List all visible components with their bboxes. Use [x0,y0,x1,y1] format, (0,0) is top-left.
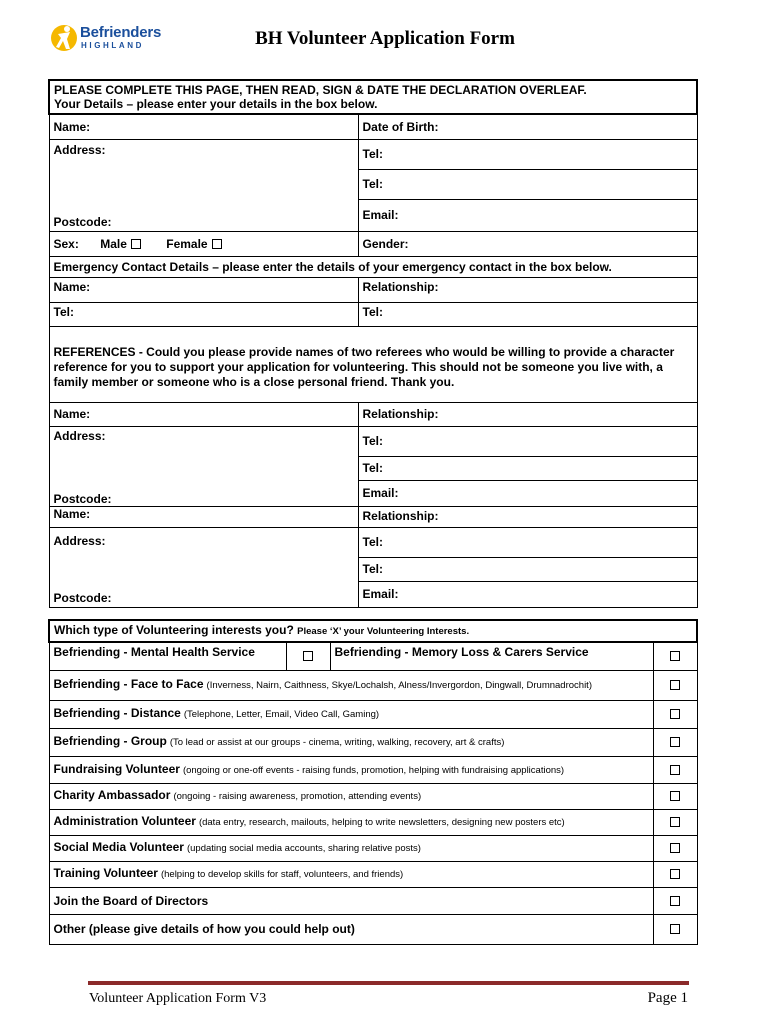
ref2-name-field[interactable] [49,506,358,527]
interest-note: (ongoing - raising awareness, promotion, attending events) [173,791,422,802]
interest-row [49,861,697,887]
ref1-address-field[interactable] [49,426,358,506]
ref1-tel-field-1[interactable] [358,426,697,456]
ref2-email-field[interactable] [358,581,697,607]
gender-field[interactable] [358,231,697,256]
interest-checkbox-cell [653,670,697,700]
interest-item [49,861,653,887]
ref2-address-label: Address: [53,533,106,548]
interest-note: (updating social media accounts, sharing relative posts) [186,843,421,854]
footer-page-num: 1 [680,990,688,1006]
tel-label-2: Tel: [362,177,383,191]
postcode-label: Postcode: [53,214,112,229]
interest-checkbox[interactable] [670,737,680,747]
interest-title: Training Volunteer [53,866,158,880]
gender-label: Gender: [362,236,409,251]
sex-field [49,231,358,256]
tel-field-2[interactable] [358,169,697,199]
interest-row [49,809,697,835]
interest-checkbox-cell [653,835,697,861]
ref2-relationship-field[interactable] [358,506,697,527]
emergency-name-field[interactable] [49,277,358,302]
email-field[interactable] [358,199,697,231]
emergency-tel-label-1: Tel: [53,304,74,319]
tel-label-1: Tel: [362,147,383,161]
address-field[interactable] [49,139,358,231]
interest-title: Charity Ambassador [53,788,171,802]
interest-note: (helping to develop skills for staff, volunteers, and friends) [160,869,404,880]
sex-label: Sex: [53,236,79,251]
emergency-heading: Emergency Contact Details – please enter the details of your emergency contact in the box below. [49,256,697,277]
footer-page-number [648,990,688,1007]
ref1-address-label: Address: [53,428,106,443]
name-field[interactable] [49,114,358,139]
interest-checkbox-cell [653,887,697,914]
interest-item [49,914,653,944]
interest-title: Other (please give details of how you could help out) [53,922,355,936]
emergency-tel-field-1[interactable] [49,302,358,326]
ref1-tel-field-2[interactable] [358,456,697,480]
interest-title: Befriending - Group [53,734,167,748]
ref2-address-field[interactable] [49,527,358,607]
interests-heading-note: Please ‘X’ your Volunteering Interests. [297,626,470,637]
references-heading: REFERENCES - Could you please provide names of two referees who would be willing to provide a character reference for you to support your application for volunteering. This should not be someone you live with, a family member or someone who is a close personal friend. Thank you. [49,326,697,402]
ref1-relationship-field[interactable] [358,402,697,426]
interest-item [49,756,653,783]
footer-doc-name: Volunteer Application Form V3 [89,991,267,1006]
email-label: Email: [362,208,399,222]
interest-note: (To lead or assist at our groups - cinema, writing, walking, recovery, art & crafts) [169,737,505,748]
interest-title: Fundraising Volunteer [53,761,180,776]
interest-checkbox[interactable] [670,709,680,719]
emergency-tel-field-2[interactable] [358,302,697,326]
interest-item [49,809,653,835]
interest-item [49,728,653,756]
interest-memory-loss-label: Befriending - Memory Loss & Carers Service [334,645,589,659]
ref2-tel-field-2[interactable] [358,557,697,581]
interest-mental-health-label: Befriending - Mental Health Service [53,645,255,659]
intro-line-2: Your Details – please enter your details in the box below. [54,97,378,111]
interests-table [48,619,698,945]
interest-checkbox-cell [653,728,697,756]
interest-checkbox-cell [653,914,697,944]
interest-mental-health-checkbox[interactable] [303,651,313,661]
ref2-postcode-label: Postcode: [53,590,112,605]
interest-row [49,783,697,809]
interest-rows [49,670,697,944]
emergency-relationship-field[interactable] [358,277,697,302]
interest-memory-loss-cell [653,642,697,670]
interest-row [49,914,697,944]
female-label: Female [166,236,208,251]
ref2-name-label: Name: [53,506,91,521]
ref1-relationship-label: Relationship: [362,407,439,421]
male-label: Male [100,236,127,251]
interest-checkbox-cell [653,783,697,809]
interest-row [49,728,697,756]
interest-note: (Inverness, Nairn, Caithness, Skye/Lochalsh, Alness/Invergordon, Dingwall, Drumnadrochit) [206,680,592,691]
interest-title: Administration Volunteer [53,814,196,828]
interest-item [49,783,653,809]
interest-checkbox[interactable] [670,896,680,906]
interest-note: (Telephone, Letter, Email, Video Call, Gaming) [183,709,380,720]
interest-item [49,835,653,861]
ref2-relationship-label: Relationship: [362,508,439,523]
interest-checkbox-cell [653,700,697,728]
interest-checkbox-cell [653,861,697,887]
interest-row [49,835,697,861]
male-checkbox[interactable] [131,239,141,249]
logo-name: Befrienders [80,24,162,41]
interests-heading-text: Which type of Volunteering interests you? [54,623,294,637]
tel-field-1[interactable] [358,139,697,169]
footer-rule [88,981,689,985]
ref1-email-field[interactable] [358,480,697,506]
interest-mental-health [49,642,286,670]
interest-row [49,756,697,783]
interest-memory-loss-checkbox[interactable] [670,651,680,661]
interest-checkbox[interactable] [670,843,680,853]
ref2-tel-label-1: Tel: [362,535,383,549]
interest-title: Befriending - Distance [53,706,181,720]
interest-item [49,670,653,700]
ref1-postcode-label: Postcode: [53,491,112,506]
interest-checkbox[interactable] [670,924,680,934]
interest-title: Join the Board of Directors [53,893,209,908]
interest-note: (data entry, research, mailouts, helping to write newsletters, designing new posters etc) [198,817,565,828]
ref2-tel-field-1[interactable] [358,527,697,557]
interest-title: Social Media Volunteer [53,840,184,854]
interest-checkbox[interactable] [670,869,680,879]
ref1-email-label: Email: [362,486,399,500]
interest-checkbox[interactable] [670,791,680,801]
emergency-name-label: Name: [53,279,91,294]
ref2-tel-label-2: Tel: [362,562,383,576]
interest-checkbox-cell [653,809,697,835]
interests-heading [49,620,697,642]
ref1-name-field[interactable] [49,402,358,426]
ref1-name-label: Name: [53,407,91,421]
details-table [48,79,698,608]
interest-mental-health-cell [286,642,330,670]
ref2-email-label: Email: [362,587,399,601]
name-label: Name: [53,119,91,134]
footer-page-label: Page [647,990,677,1006]
address-label: Address: [53,142,106,157]
interest-item [49,700,653,728]
page-title: BH Volunteer Application Form [255,28,515,49]
interest-checkbox[interactable] [670,817,680,827]
interest-row [49,670,697,700]
interest-row [49,700,697,728]
interest-checkbox[interactable] [670,680,680,690]
intro-line-1: PLEASE COMPLETE THIS PAGE, THEN READ, SIGN & DATE THE DECLARATION OVERLEAF. [54,83,587,97]
emergency-relationship-label: Relationship: [362,279,439,294]
interest-checkbox[interactable] [670,765,680,775]
ref1-tel-label-2: Tel: [362,461,383,475]
emergency-tel-label-2: Tel: [362,304,383,319]
female-checkbox[interactable] [212,239,222,249]
interest-note: (ongoing or one-off events - raising funds, promotion, helping with fundraising applications) [182,764,565,776]
dob-label: Date of Birth: [362,119,439,134]
interest-memory-loss [330,642,653,670]
ref1-tel-label-1: Tel: [362,434,383,448]
interest-row [49,887,697,914]
interest-title: Befriending - Face to Face [53,677,204,691]
interest-checkbox-cell [653,756,697,783]
logo-subtitle: HIGHLAND [81,41,145,50]
interest-item [49,887,653,914]
intro-box [49,80,697,114]
dob-field[interactable] [358,114,697,139]
